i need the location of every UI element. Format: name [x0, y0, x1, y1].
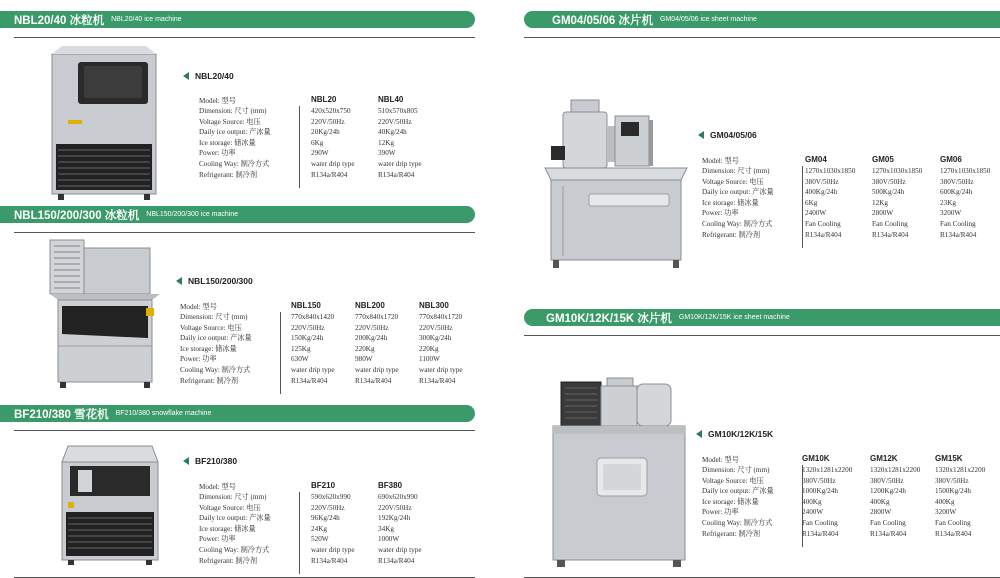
section-subtitle: NBL20/40 ice machine [111, 16, 182, 23]
section-title: NBL20/40 冰粒机 [14, 14, 105, 27]
spec-label-column [199, 97, 300, 188]
model-tag [696, 429, 773, 439]
spec-label: Cooling Way: 制冷方式 [180, 365, 251, 374]
model-tag-label: NBL150/200/300 [188, 276, 253, 286]
spec-model-column [378, 94, 422, 180]
spec-model-column [872, 154, 922, 240]
spec-value: Fan Cooling [870, 518, 906, 527]
spec-label: Ice storage: 储冰量 [180, 344, 237, 353]
spec-label: Cooling Way: 制冷方式 [702, 219, 773, 228]
spec-value: R134a/R404 [378, 556, 415, 565]
spec-value: 1200Kg/24h [870, 487, 906, 496]
spec-label: Model: 型号 [180, 303, 217, 311]
section-title: NBL150/200/300 冰粒机 [14, 209, 140, 222]
spec-value: 380V/50Hz [940, 177, 974, 186]
spec-value: 400Kg [870, 497, 890, 506]
spec-value: 6Kg [311, 138, 324, 147]
spec-value: 220Kg [355, 344, 375, 353]
spec-value: 20Kg/24h [311, 128, 340, 137]
section-header-gm0406 [524, 11, 1000, 28]
spec-label: Voltage Source: 电压 [702, 476, 764, 485]
spec-label: Power: 功率 [702, 508, 739, 517]
spec-value: R134a/R404 [291, 376, 328, 385]
triangle-bullet-icon [698, 131, 704, 139]
section-subtitle: GM04/05/06 ice sheet machine [659, 16, 757, 23]
spec-label: Dimension: 尺寸 (mm) [180, 313, 248, 321]
spec-value: R134a/R404 [311, 170, 348, 179]
triangle-bullet-icon [696, 430, 702, 438]
spec-label: Dimension: 尺寸 (mm) [702, 466, 770, 474]
spec-value: 630W [291, 355, 309, 364]
spec-value: 220V/50Hz [311, 117, 345, 126]
model-name: GM05 [872, 155, 894, 164]
spec-label: Ice storage: 储冰量 [199, 138, 256, 147]
spec-value: R134a/R404 [940, 230, 977, 239]
spec-value: 2400W [805, 209, 827, 218]
section-header-nbl2040 [0, 11, 475, 28]
spec-value: R134a/R404 [355, 376, 392, 385]
spec-label: Model: 型号 [199, 483, 236, 491]
spec-value: 390W [378, 149, 396, 158]
spec-label: Voltage Source: 电压 [199, 117, 261, 126]
model-name: GM04 [805, 155, 827, 164]
spec-label: Ice storage: 储冰量 [199, 524, 256, 533]
section-header-nbl150 [0, 206, 475, 223]
spec-value: 510x570x805 [378, 107, 418, 115]
gm0406-machine-image [543, 96, 693, 270]
spec-label: Power: 功率 [199, 149, 236, 158]
model-name: NBL200 [355, 301, 385, 310]
spec-value: 380V/50Hz [802, 476, 836, 485]
spec-value: 1270x1030x1850 [805, 167, 856, 175]
nbl2040-machine-image [48, 44, 160, 204]
spec-value: 1320x1281x2200 [935, 466, 986, 474]
model-name: NBL40 [378, 95, 404, 104]
spec-value: 3200W [940, 209, 962, 218]
spec-value: 380V/50Hz [805, 177, 839, 186]
model-name: GM06 [940, 155, 962, 164]
spec-model-column [870, 453, 920, 539]
section-divider [524, 335, 1000, 336]
spec-value: 6Kg [805, 198, 818, 207]
spec-label: Power: 功率 [702, 209, 739, 218]
spec-value: 192Kg/24h [378, 514, 411, 523]
spec-value: 1270x1030x1850 [872, 167, 923, 175]
spec-value: Fan Cooling [872, 219, 908, 228]
spec-label: Daily ice output: 产冰量 [702, 487, 774, 496]
spec-value: R134a/R404 [311, 556, 348, 565]
spec-value: 380V/50Hz [870, 476, 904, 485]
spec-value: 1000W [378, 535, 400, 544]
spec-value: 1000Kg/24h [802, 487, 838, 496]
spec-model-column [378, 480, 422, 566]
spec-label: Refrigerant: 制冷剂 [199, 556, 258, 565]
spec-value: Fan Cooling [940, 219, 976, 228]
model-name: GM12K [870, 454, 898, 463]
nbl150-machine-image [48, 238, 162, 390]
spec-value: R134a/R404 [419, 376, 456, 385]
spec-value: 1270x1030x1850 [940, 167, 991, 175]
spec-label-column [199, 483, 300, 574]
spec-label: Ice storage: 储冰量 [702, 198, 759, 207]
spec-value: R134a/R404 [378, 170, 415, 179]
spec-model-column [940, 154, 990, 240]
section-title: GM04/05/06 冰片机 [552, 14, 653, 27]
model-tag [176, 276, 253, 286]
section-subtitle: BF210/380 snowflake machine [115, 410, 212, 417]
spec-label-column [702, 157, 803, 248]
spec-value: 12Kg [872, 198, 888, 207]
spec-value: 520W [311, 535, 329, 544]
spec-value: 380V/50Hz [935, 476, 969, 485]
spec-value: 400Kg [802, 497, 822, 506]
spec-label: Power: 功率 [199, 535, 236, 544]
spec-model-column [802, 453, 852, 539]
section-divider [14, 37, 475, 38]
spec-value: water drip type [291, 365, 335, 374]
section-divider [524, 37, 1000, 38]
section-header-gm10 [524, 309, 1000, 326]
spec-value: 220V/50Hz [378, 503, 412, 512]
spec-value: 12Kg [378, 138, 394, 147]
spec-value: Fan Cooling [935, 518, 971, 527]
spec-value: water drip type [311, 545, 355, 554]
spec-value: 125Kg [291, 344, 311, 353]
spec-value: 980W [355, 355, 373, 364]
spec-value: water drip type [378, 545, 422, 554]
model-tag-label: BF210/380 [195, 456, 238, 466]
spec-model-column [805, 154, 855, 240]
spec-model-column [355, 300, 399, 386]
spec-value: 2800W [870, 508, 892, 517]
model-tag [183, 456, 237, 466]
spec-label: Voltage Source: 电压 [702, 177, 764, 186]
spec-label: Daily ice output: 产冰量 [199, 514, 271, 523]
triangle-bullet-icon [183, 457, 189, 465]
spec-value: 400Kg/24h [805, 188, 838, 197]
spec-value: 770x840x1720 [355, 313, 399, 321]
spec-value: 2400W [802, 508, 824, 517]
model-tag-label: GM10K/12K/15K [708, 429, 774, 439]
spec-value: 690x620x990 [378, 493, 418, 501]
section-title: GM10K/12K/15K 冰片机 [546, 312, 672, 325]
spec-model-column [311, 480, 355, 566]
section-header-bf210 [0, 405, 475, 422]
spec-value: 600Kg/24h [940, 188, 973, 197]
spec-value: R134a/R404 [870, 529, 907, 538]
spec-label: Cooling Way: 制冷方式 [199, 159, 270, 168]
spec-label: Daily ice output: 产冰量 [180, 334, 252, 343]
triangle-bullet-icon [176, 277, 182, 285]
model-name: BF210 [311, 481, 336, 490]
spec-label: Daily ice output: 产冰量 [702, 188, 774, 197]
spec-label: Daily ice output: 产冰量 [199, 128, 271, 137]
section-divider [14, 232, 475, 233]
section-title: BF210/380 雪花机 [14, 408, 109, 421]
spec-label: Cooling Way: 制冷方式 [702, 518, 773, 527]
spec-value: 200Kg/24h [355, 334, 388, 343]
spec-label: Model: 型号 [702, 456, 739, 464]
spec-value: R134a/R404 [802, 529, 839, 538]
spec-value: 1320x1281x2200 [870, 466, 921, 474]
spec-label: Dimension: 尺寸 (mm) [199, 493, 267, 501]
spec-value: R134a/R404 [935, 529, 972, 538]
spec-value: 400Kg [935, 497, 955, 506]
spec-label: Refrigerant: 制冷剂 [199, 170, 258, 179]
spec-value: 380V/50Hz [872, 177, 906, 186]
spec-value: R134a/R404 [805, 230, 842, 239]
spec-value: 96Kg/24h [311, 514, 340, 523]
spec-value: 220V/50Hz [419, 323, 453, 332]
model-tag [698, 130, 757, 140]
spec-label: Dimension: 尺寸 (mm) [702, 167, 770, 175]
model-tag-label: NBL20/40 [195, 71, 234, 81]
spec-value: 220V/50Hz [311, 503, 345, 512]
spec-value: 3200W [935, 508, 957, 517]
spec-value: 770x840x1720 [419, 313, 463, 321]
model-name: NBL300 [419, 301, 449, 310]
bf210-machine-image [60, 440, 160, 566]
model-name: GM10K [802, 454, 830, 463]
spec-value: water drip type [419, 365, 463, 374]
spec-value: 420x520x750 [311, 107, 351, 115]
spec-label-column [702, 456, 803, 547]
triangle-bullet-icon [183, 72, 189, 80]
spec-label: Refrigerant: 制冷剂 [702, 529, 761, 538]
model-name: NBL20 [311, 95, 337, 104]
spec-value: 34Kg [378, 524, 394, 533]
spec-value: 220Kg [419, 344, 439, 353]
spec-value: water drip type [311, 159, 355, 168]
spec-value: 300Kg/24h [419, 334, 452, 343]
spec-value: 1320x1281x2200 [802, 466, 853, 474]
spec-value: 220V/50Hz [378, 117, 412, 126]
model-name: NBL150 [291, 301, 321, 310]
spec-label: Voltage Source: 电压 [180, 323, 242, 332]
spec-label: Model: 型号 [702, 157, 739, 165]
section-divider [14, 430, 475, 431]
gm10-machine-image [551, 376, 687, 568]
spec-label: Ice storage: 储冰量 [702, 497, 759, 506]
spec-value: 1500Kg/24h [935, 487, 971, 496]
spec-label-column [180, 303, 281, 394]
spec-value: R134a/R404 [872, 230, 909, 239]
spec-label: Model: 型号 [199, 97, 236, 105]
spec-label: Cooling Way: 制冷方式 [199, 545, 270, 554]
spec-value: 770x840x1420 [291, 313, 335, 321]
spec-value: 23Kg [940, 198, 956, 207]
model-tag [183, 71, 234, 81]
spec-value: 220V/50Hz [291, 323, 325, 332]
model-name: GM15K [935, 454, 963, 463]
spec-label: Refrigerant: 制冷剂 [702, 230, 761, 239]
spec-value: 150Kg/24h [291, 334, 324, 343]
spec-label: Power: 功率 [180, 355, 217, 364]
model-tag-label: GM04/05/06 [710, 130, 757, 140]
spec-value: 590x620x990 [311, 493, 351, 501]
spec-label: Refrigerant: 制冷剂 [180, 376, 239, 385]
spec-model-column [419, 300, 463, 386]
section-subtitle: GM10K/12K/15K ice sheet machine [678, 314, 790, 321]
spec-value: 290W [311, 149, 329, 158]
spec-label: Dimension: 尺寸 (mm) [199, 107, 267, 115]
spec-value: water drip type [378, 159, 422, 168]
spec-model-column [935, 453, 985, 539]
spec-value: water drip type [355, 365, 399, 374]
spec-value: 40Kg/24h [378, 128, 407, 137]
spec-value: 500Kg/24h [872, 188, 905, 197]
spec-model-column [291, 300, 335, 386]
spec-value: Fan Cooling [805, 219, 841, 228]
spec-value: 1100W [419, 355, 440, 364]
spec-label: Voltage Source: 电压 [199, 503, 261, 512]
spec-value: 24Kg [311, 524, 327, 533]
spec-value: 220V/50Hz [355, 323, 389, 332]
section-subtitle: NBL150/200/300 ice machine [146, 211, 239, 218]
spec-value: 2800W [872, 209, 894, 218]
model-name: BF380 [378, 481, 403, 490]
spec-value: Fan Cooling [802, 518, 838, 527]
spec-model-column [311, 94, 355, 180]
